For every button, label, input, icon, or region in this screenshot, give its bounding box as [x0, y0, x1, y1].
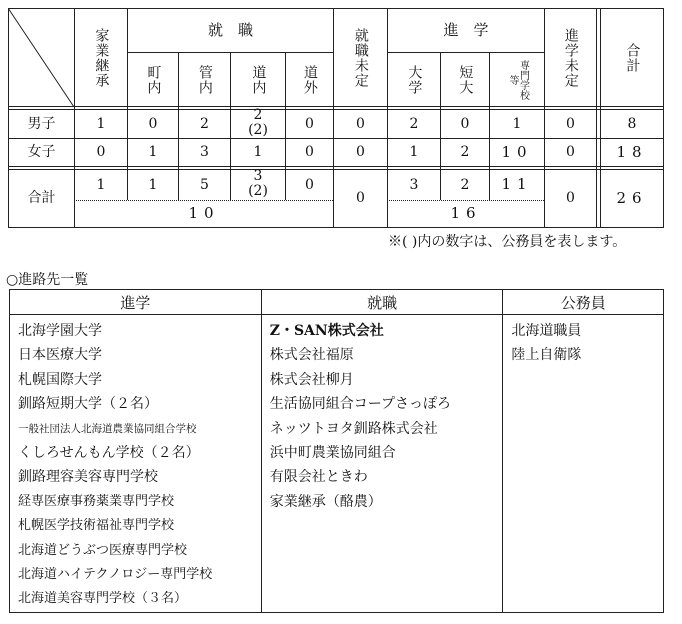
- cell-total-daigaku: 3: [409, 176, 419, 193]
- destination-table: [9, 289, 664, 613]
- header-senmon: 専門学校等: [507, 60, 529, 100]
- list-item: 北海道どうぶつ医療専門学校: [18, 542, 188, 558]
- header-shingaku: 進 学: [443, 20, 489, 39]
- cell-male-tandai: 0: [460, 115, 470, 132]
- list-shingaku: [10, 315, 262, 613]
- cell-male-daigaku: 2: [409, 115, 419, 132]
- cell-female-kannai: 3: [200, 144, 209, 161]
- list-item: 札幌国際大学: [18, 371, 102, 388]
- cell-total-dogai: 0: [305, 176, 314, 193]
- cell-male-kannai: 2: [200, 115, 209, 132]
- row-label-male: 男子: [27, 115, 56, 132]
- list-item: 釧路短期大学（２名）: [18, 396, 158, 413]
- cell-total-shushoku-mitei: 0: [356, 190, 365, 207]
- list-item: くしろせんもん学校（２名）: [18, 444, 200, 461]
- list-title: ○進路先一覧: [6, 272, 89, 288]
- list-item: 浜中町農業協同組合: [269, 444, 396, 461]
- cell-male-dogai: 0: [305, 115, 314, 132]
- cell-female-shushoku-mitei: 0: [356, 144, 365, 161]
- header-shushoku-mitei: 就職未定: [352, 27, 369, 88]
- cell-total-chonai: 1: [148, 176, 158, 193]
- cell-total-employment-subtotal: 10: [188, 204, 220, 223]
- list-item: 家業継承（酪農）: [269, 493, 382, 510]
- cell-female-daigaku: 1: [409, 144, 419, 161]
- rule: [8, 166, 664, 167]
- header-kagyo: 家業継承: [93, 27, 110, 88]
- cell-total-donai-koumu: (2): [248, 183, 268, 200]
- list-item: 北海学園大学: [18, 323, 102, 339]
- header-gokei: 合計: [624, 42, 641, 73]
- cell-male-chonai: 0: [148, 115, 158, 132]
- header-dogai: 道外: [301, 64, 318, 95]
- col-header-shingaku: 進学: [10, 290, 262, 315]
- list-koumuin: [503, 315, 664, 613]
- cell-female-dogai: 0: [305, 144, 314, 161]
- cell-male-kagyo: 1: [96, 115, 106, 132]
- header-kannai: 管内: [196, 64, 213, 95]
- header-chonai: 町内: [145, 64, 162, 95]
- list-item: 北海道職員: [511, 323, 582, 339]
- cell-total-tandai: 2: [460, 176, 470, 193]
- rule: [663, 8, 664, 228]
- rule: [596, 8, 597, 228]
- list-item: 生活協同組合コープさっぽろ: [269, 396, 452, 413]
- cell-male-gokei: 8: [627, 115, 637, 132]
- cell-female-tandai: 2: [460, 144, 470, 161]
- list-item: 有限会社ときわ: [269, 469, 368, 486]
- header-shushoku: 就 職: [207, 20, 253, 39]
- cell-male-shingaku-mitei: 0: [566, 115, 575, 132]
- list-item: 釧路理容美容専門学校: [18, 469, 158, 486]
- rule: [8, 227, 664, 228]
- cell-total-shingaku-mitei: 0: [566, 190, 575, 207]
- list-item: 一般社団法人北海道農業協同組合学校: [18, 422, 197, 435]
- note-koumuin: ※( )内の数字は、公務員を表します。: [388, 234, 627, 250]
- header-daigaku: 大学: [406, 64, 423, 95]
- rule: [8, 106, 664, 107]
- cell-female-kagyo: 0: [96, 144, 106, 161]
- cell-male-donai: 2: [253, 107, 263, 124]
- list-shushoku: [261, 315, 503, 613]
- cell-female-senmon: 10: [501, 142, 533, 161]
- cell-female-gokei: 18: [616, 142, 648, 161]
- cell-female-donai: 1: [253, 144, 263, 161]
- list-item: 北海道美容専門学校（３名）: [18, 591, 188, 607]
- list-item: 株式会社柳月: [269, 371, 354, 388]
- cell-total-senmon: 11: [501, 175, 533, 194]
- row-label-female: 女子: [27, 144, 56, 161]
- list-item: 陸上自衛隊: [511, 347, 582, 364]
- cell-female-shingaku-mitei: 0: [566, 144, 575, 161]
- header-tandai: 短大: [457, 64, 474, 95]
- list-item: 日本医療大学: [18, 347, 102, 364]
- cell-male-shushoku-mitei: 0: [356, 115, 365, 132]
- cell-total-donai: 3: [253, 167, 263, 184]
- corner-diagonal: [8, 8, 74, 107]
- list-item: Z・SAN株式会社: [269, 323, 384, 339]
- list-item: 経専医療事務薬業専門学校: [18, 493, 175, 509]
- col-header-koumuin: 公務員: [503, 290, 664, 315]
- list-item: ネッツトヨタ釧路株式会社: [269, 420, 438, 437]
- row-label-total: 合計: [27, 190, 56, 207]
- cell-total-advance-subtotal: 16: [450, 204, 482, 223]
- cell-female-chonai: 1: [148, 144, 158, 161]
- header-shingaku-mitei: 進学未定: [562, 27, 579, 88]
- cell-male-senmon: 1: [512, 115, 522, 132]
- cell-total-kagyo: 1: [96, 176, 106, 193]
- col-header-shushoku: 就職: [261, 290, 503, 315]
- cell-male-donai-koumu: (2): [248, 122, 268, 139]
- header-donai: 道内: [250, 64, 267, 95]
- cell-total-kannai: 5: [200, 176, 209, 193]
- list-item: 北海道ハイテクノロジー専門学校: [18, 566, 213, 582]
- list-item: 札幌医学技術福祉専門学校: [18, 518, 175, 534]
- cell-total-gokei: 26: [616, 188, 648, 207]
- list-item: 株式会社福原: [269, 347, 354, 364]
